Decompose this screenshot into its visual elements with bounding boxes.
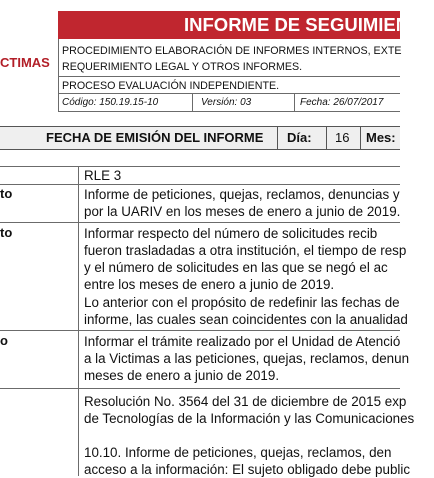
row-text-line: meses de enero a junio de 2019. <box>84 368 280 383</box>
row-text-line: Informar el trámite realizado por el Unidad de Atenció <box>84 334 401 349</box>
header-left-border <box>58 39 59 111</box>
divider <box>58 93 400 94</box>
row-text-line: Resolución No. 3564 del 31 de diciembre de 2015 exp <box>84 394 407 409</box>
table-top-border <box>0 166 400 167</box>
row-label: to <box>0 225 13 240</box>
document-date: Fecha: 26/07/2017 <box>300 97 384 108</box>
divider <box>277 127 278 149</box>
divider <box>192 93 193 111</box>
issue-date-bar <box>0 126 400 150</box>
divider <box>360 127 361 149</box>
brand-logo: CTIMAS <box>0 55 50 70</box>
row-text-line: de Tecnologías de la Información y las Comunicaciones <box>84 411 415 426</box>
row-text-line: por la UARIV en los meses de enero a junio de 2019. <box>84 204 401 219</box>
procedure-line-2: REQUERIMIENTO LEGAL Y OTROS INFORMES. <box>62 61 303 73</box>
report-title-banner: INFORME DE SEGUIMIENTO <box>58 11 400 39</box>
day-label: Día: <box>287 130 312 145</box>
row-text-line: fueron trasladadas a otra institución, el tiempo de resp <box>84 243 407 258</box>
row-text-line: Informe de peticiones, quejas, reclamos, denuncias y <box>84 187 400 202</box>
document-version: Versión: 03 <box>201 97 252 108</box>
day-value: 16 <box>335 130 350 145</box>
row-text-line: 10.10. Informe de peticiones, quejas, reclamos, den <box>84 445 392 460</box>
row-ref-text: RLE 3 <box>84 168 122 183</box>
document-code: Código: 150.19.15-10 <box>62 97 159 108</box>
procedure-line-1: PROCEDIMIENTO ELABORACIÓN DE INFORMES INTERNOS, EXTE <box>62 45 402 57</box>
row-text-line: informe, las cuales sean coincidentes con la anualidad <box>84 312 408 327</box>
row-text-line: acceso a la información: El sujeto obligado debe public <box>84 462 411 477</box>
divider <box>58 111 400 112</box>
issue-date-title: FECHA DE EMISIÓN DEL INFORME <box>46 130 264 145</box>
row-text-line: entre los meses de enero a junio de 2019. <box>84 277 335 292</box>
row-divider <box>0 184 400 185</box>
row-divider <box>0 330 400 331</box>
process-name: PROCESO EVALUACIÓN INDEPENDIENTE. <box>62 80 280 92</box>
divider <box>58 76 400 77</box>
row-label: to <box>0 186 13 201</box>
row-text-line: Informar respecto del número de solicitudes recib <box>84 226 378 241</box>
month-label: Mes: <box>366 130 396 145</box>
table-column-divider <box>78 166 79 476</box>
row-divider <box>0 222 400 223</box>
row-divider <box>0 388 400 389</box>
row-text-line: y el número de solicitudes en las que se negó el ac <box>84 260 388 275</box>
row-label: o <box>0 333 8 348</box>
row-text-line: a la Victimas a las peticiones, quejas, reclamos, denun <box>84 351 410 366</box>
divider <box>294 93 295 111</box>
row-text-line: Lo anterior con el propósito de redefinir las fechas de <box>84 295 400 310</box>
divider <box>326 127 327 149</box>
